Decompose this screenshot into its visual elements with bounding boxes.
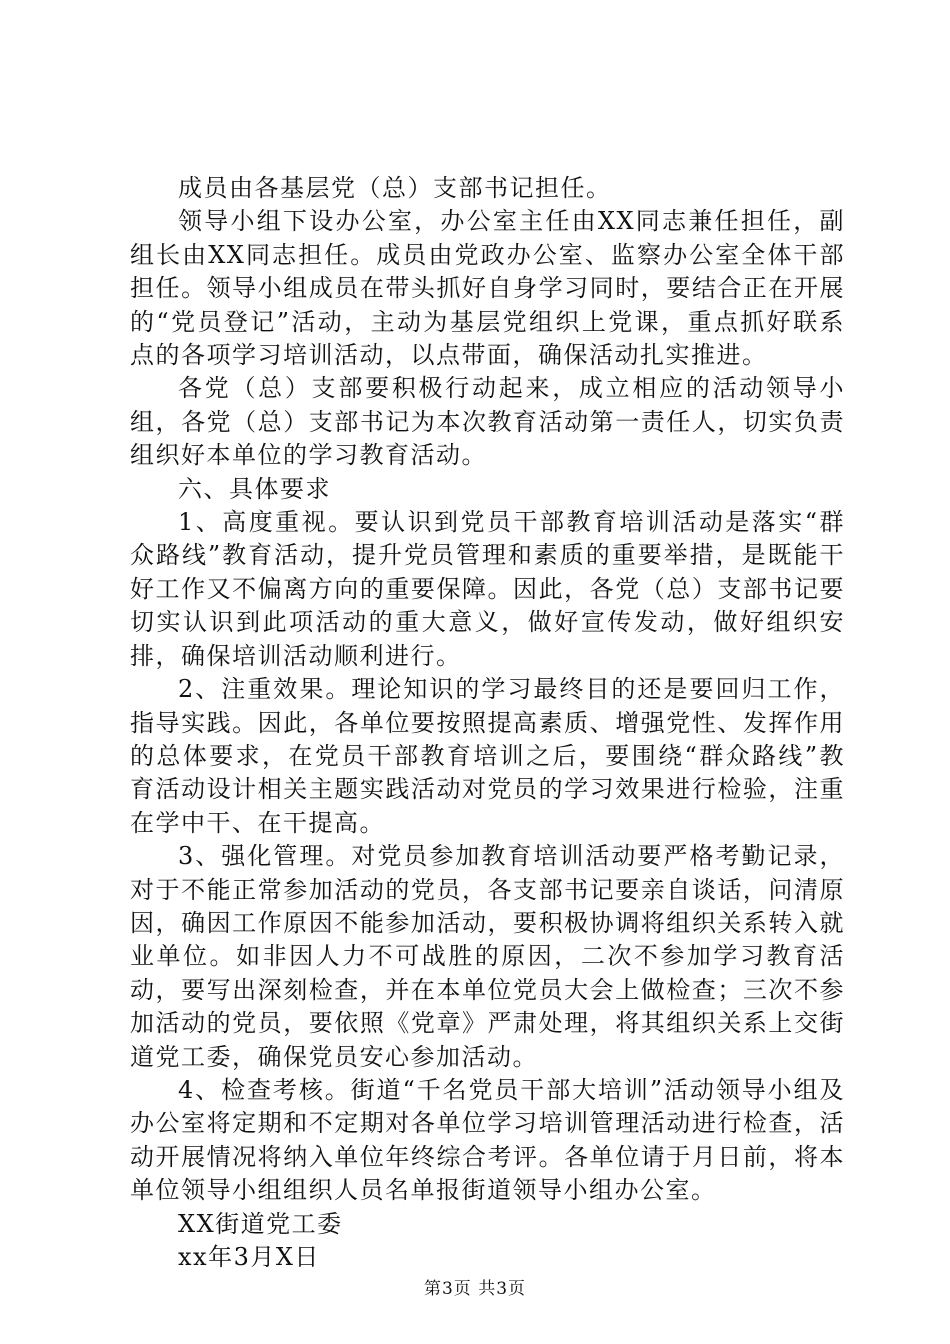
signature-date: xx年3月X日 [178,1243,320,1271]
paragraph-requirement-2: 2、注重效果。理论知识的学习最终目的还是要回归工作，指导实践。因此，各单位要按照提高素质、增强党性、发挥作用的总体要求，在党员干部教育培训之后，要围绕“群众路线”教育活动设计相关主题实践活动对党员的学习效果进行检验，注重在学中干、在干提高。 [130,675,845,837]
paragraph-members: 成员由各基层党（总）支部书记担任。 [178,174,612,202]
paragraph-requirement-4: 4、检查考核。街道“千名党员干部大培训”活动领导小组及办公室将定期和不定期对各单位学习培训管理活动进行检查，活动开展情况将纳入单位年终综合考评。各单位请于月日前，将本单位领导小组组织人员名单报街道领导小组办公室。 [130,1075,845,1205]
paragraph-requirement-3: 3、强化管理。对党员参加教育培训活动要严格考勤记录，对于不能正常参加活动的党员，各支部书记要亲自谈话，问清原因，确因工作原因不能参加活动，要积极协调将组织关系转入就业单位。如非因人力不可战胜的原因，二次不参加学习教育活动，要写出深刻检查，并在本单位党员大会上做检查；三次不参加活动的党员，要依照《党章》严肃处理，将其组织关系上交街道党工委，确保党员安心参加活动。 [130,842,845,1071]
paragraph-branches: 各党（总）支部要积极行动起来，成立相应的活动领导小组，各党（总）支部书记为本次教育活动第一责任人，切实负责组织好本单位的学习教育活动。 [130,374,845,470]
section-heading-requirements: 六、具体要求 [178,474,331,503]
page-number-footer: 第3页 共3页 [423,1279,527,1299]
paragraph-office: 领导小组下设办公室，办公室主任由XX同志兼任担任，副组长由XX同志担任。成员由党政办公室、监察办公室全体干部担任。领导小组成员在带头抓好自身学习同时，要结合正在开展的“党员登记”活动，主动为基层党组织上党课，重点抓好联系点的各项学习培训活动，以点带面，确保活动扎实推进。 [130,207,845,370]
paragraph-requirement-1: 1、高度重视。要认识到党员干部教育培训活动是落实“群众路线”教育活动，提升党员管理和素质的重要举措，是既能干好工作又不偏离方向的重要保障。因此，各党（总）支部书记要切实认识到此项活动的重大意义，做好宣传发动，做好组织安排，确保培训活动顺利进行。 [130,508,845,670]
document-body [130,172,845,1274]
signature-organization: XX街道党工委 [178,1209,343,1238]
